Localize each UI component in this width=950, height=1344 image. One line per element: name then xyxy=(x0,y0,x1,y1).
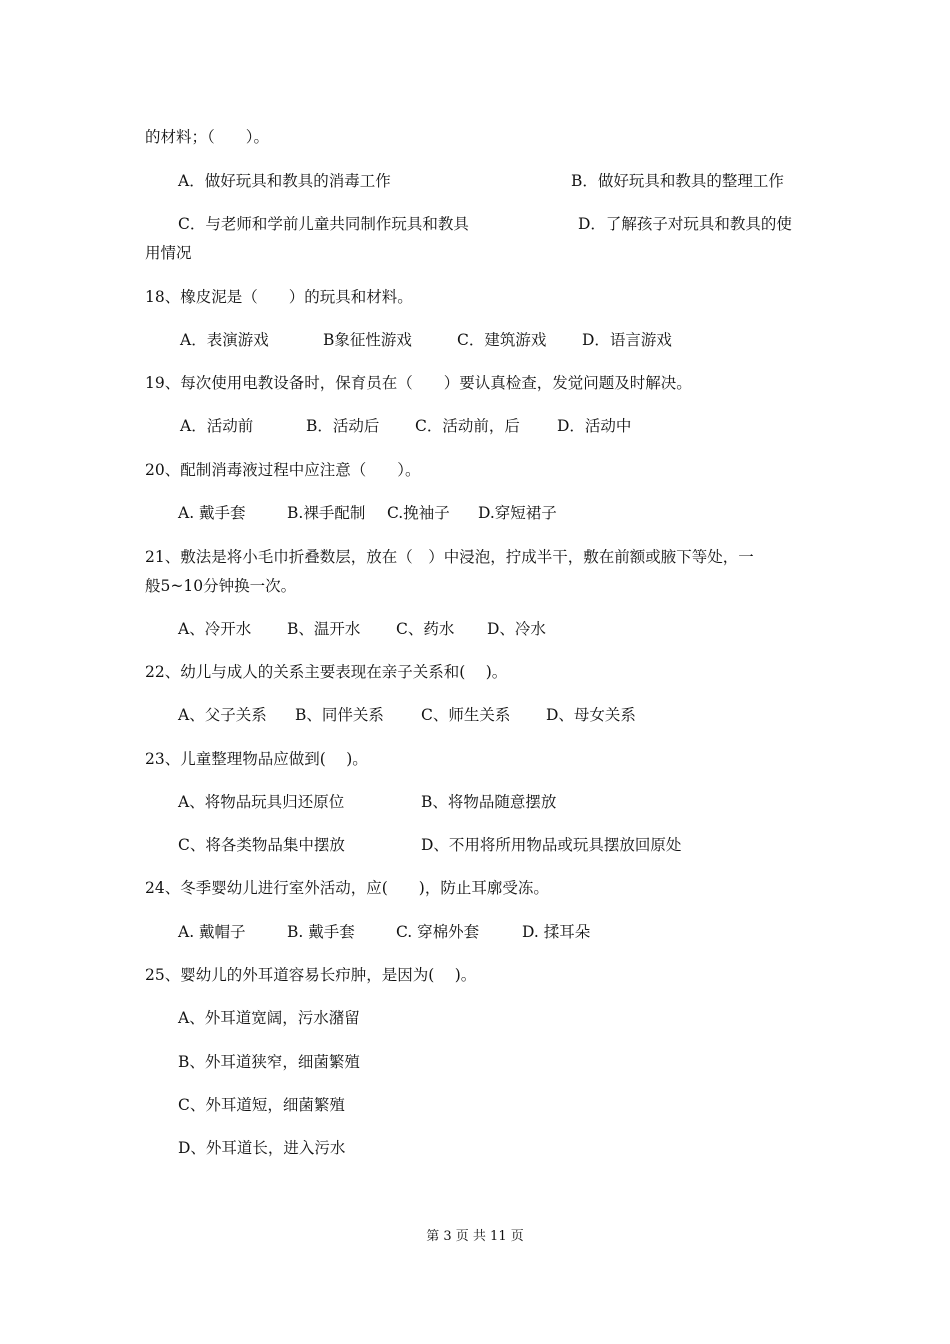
question-21-option-c: C、药水 xyxy=(396,620,455,638)
question-24-option-c: C. 穿棉外套 xyxy=(396,923,480,941)
question-21-option-b: B、温开水 xyxy=(287,620,361,638)
question-21-stem-wrap: 般5~10分钟换一次。 xyxy=(145,577,297,595)
question-22-option-a: A、父子关系 xyxy=(178,706,267,724)
question-24-option-b: B. 戴手套 xyxy=(287,923,355,941)
page-number-footer: 第 3 页 共 11 页 xyxy=(426,1229,524,1244)
question-17-option-a: A．做好玩具和教具的消毒工作 xyxy=(178,172,391,190)
question-24-stem: 24、冬季婴幼儿进行室外活动，应( )，防止耳廓受冻。 xyxy=(145,879,549,897)
question-20-option-c: C.挽袖子 xyxy=(387,504,450,522)
question-20-option-a: A. 戴手套 xyxy=(178,504,246,522)
question-22-option-d: D、母女关系 xyxy=(546,706,636,724)
question-22-option-b: B、同伴关系 xyxy=(295,706,384,724)
question-19-option-b: B．活动后 xyxy=(306,417,380,435)
question-21-option-d: D、冷水 xyxy=(487,620,546,638)
question-25-option-a: A、外耳道宽阔，污水潴留 xyxy=(178,1009,360,1027)
question-17-option-d-wrap: 用情况 xyxy=(145,244,192,262)
question-18-option-d: D．语言游戏 xyxy=(582,331,672,349)
question-23-stem: 23、儿童整理物品应做到( )。 xyxy=(145,750,368,768)
question-24-option-a: A. 戴帽子 xyxy=(178,923,246,941)
question-21-stem: 21、敷法是将小毛巾折叠数层，放在（ ）中浸泡，拧成半干，敷在前额或腋下等处，一 xyxy=(145,548,754,566)
question-19-stem: 19、每次使用电教设备时，保育员在（ ）要认真检查，发觉问题及时解决。 xyxy=(145,374,692,392)
question-23-option-a: A、将物品玩具归还原位 xyxy=(178,793,345,811)
question-25-option-d: D、外耳道长，进入污水 xyxy=(178,1139,346,1157)
question-19-option-c: C．活动前，后 xyxy=(415,417,520,435)
question-23-option-c: C、将各类物品集中摆放 xyxy=(178,836,345,854)
question-18-stem: 18、橡皮泥是（ ）的玩具和材料。 xyxy=(145,288,413,306)
question-17-option-c: C．与老师和学前儿童共同制作玩具和教具 xyxy=(178,215,469,233)
question-20-option-d: D.穿短裙子 xyxy=(478,504,557,522)
question-25-option-c: C、外耳道短，细菌繁殖 xyxy=(178,1096,345,1114)
question-17-option-b: B．做好玩具和教具的整理工作 xyxy=(571,172,784,190)
question-25-stem: 25、婴幼儿的外耳道容易长疖肿，是因为( )。 xyxy=(145,966,477,984)
question-19-option-d: D．活动中 xyxy=(557,417,632,435)
question-18-option-b: B象征性游戏 xyxy=(323,331,412,349)
question-22-stem: 22、幼儿与成人的关系主要表现在亲子关系和( )。 xyxy=(145,663,508,681)
question-20-stem: 20、配制消毒液过程中应注意（ ）。 xyxy=(145,461,421,479)
question-19-option-a: A．活动前 xyxy=(180,417,254,435)
question-18-option-c: C．建筑游戏 xyxy=(457,331,547,349)
question-24-option-d: D. 揉耳朵 xyxy=(522,923,591,941)
question-23-option-d: D、不用将所用物品或玩具摆放回原处 xyxy=(421,836,682,854)
question-22-option-c: C、师生关系 xyxy=(421,706,511,724)
question-25-option-b: B、外耳道狭窄，细菌繁殖 xyxy=(178,1053,360,1071)
question-17-option-d: D．了解孩子对玩具和教具的使 xyxy=(578,215,792,233)
question-17-stem-tail: 的材料；（ ）。 xyxy=(145,128,270,146)
question-21-option-a: A、冷开水 xyxy=(178,620,252,638)
question-23-option-b: B、将物品随意摆放 xyxy=(421,793,557,811)
question-20-option-b: B.裸手配制 xyxy=(287,504,366,522)
question-18-option-a: A．表演游戏 xyxy=(180,331,269,349)
